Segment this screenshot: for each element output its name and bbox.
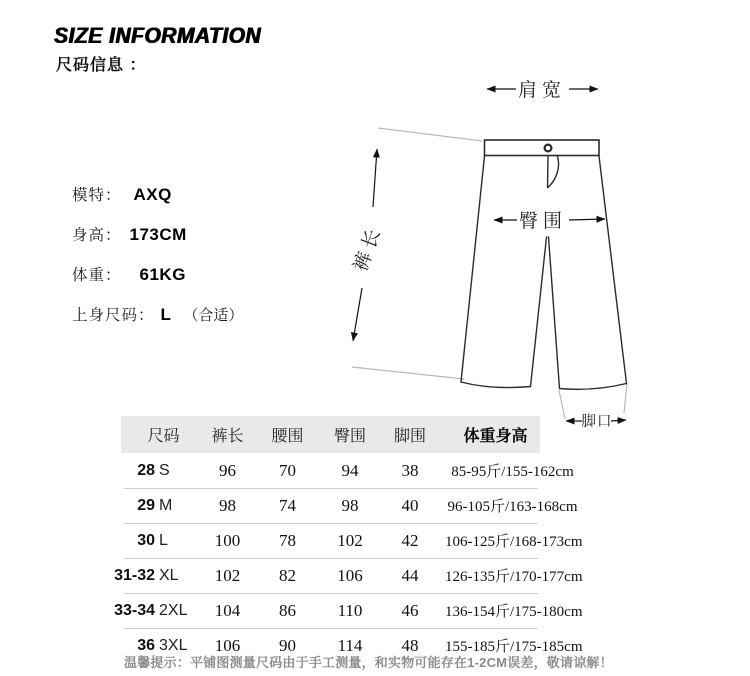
pants-outline: [461, 140, 627, 389]
info-row-height: [72, 223, 187, 243]
cell-size-letter: M: [159, 496, 173, 514]
length-arrow-down: [353, 288, 362, 341]
info-row-model: [72, 183, 172, 203]
cell-hip: 102: [337, 530, 363, 550]
cell-size-letter: 3XL: [159, 636, 188, 654]
cell-length: 104: [214, 600, 241, 620]
cell-hip: 114: [337, 635, 363, 655]
cell-length: 102: [214, 565, 241, 585]
cell-size-letter: S: [159, 461, 170, 479]
col-header-size: 尺码: [147, 428, 180, 445]
info-value: AXQ: [133, 185, 172, 204]
row-separator: [124, 523, 538, 524]
left-inner-seam: [531, 237, 547, 387]
cell-size-num: 36: [137, 636, 155, 654]
left-outer-seam: [461, 156, 485, 382]
col-header-hip: 臀围: [333, 428, 366, 445]
info-value: L: [160, 305, 172, 324]
right-hem: [560, 384, 627, 390]
cell-size-num: 33-34: [114, 601, 155, 619]
col-header-fit: 体重身高: [463, 428, 528, 445]
cell-leg: 40: [401, 495, 419, 515]
cell-size-num: 29: [137, 496, 155, 514]
right-inner-seam: [549, 237, 560, 389]
pants-measurement-diagram: [340, 70, 640, 440]
cell-fit: 155-185斤/175-185cm: [445, 639, 583, 655]
table-header-row: [100, 416, 580, 453]
button-icon: [545, 145, 552, 152]
cell-hip: 106: [337, 565, 363, 585]
page-title: SIZE INFORMATION: [54, 24, 262, 49]
cell-hip: 94: [341, 460, 359, 480]
disclaimer-note: 温馨提示：平铺图测量尺码由于手工测量，和实物可能存在1-2CM误差，敬请谅解！: [124, 655, 613, 670]
table-row: [100, 558, 583, 593]
info-label: 上身尺码：: [72, 307, 155, 324]
cell-fit: 126-135斤/170-177cm: [445, 569, 583, 585]
waistband: [485, 140, 600, 156]
hip-label: 臀围: [518, 211, 568, 232]
col-header-length: 裤长: [211, 428, 244, 445]
cell-waist: 82: [279, 565, 296, 585]
pant-length-label: 裤长: [350, 222, 387, 275]
cell-waist: 70: [279, 460, 296, 480]
cell-waist: 86: [279, 600, 296, 620]
cell-fit: 96-105斤/163-168cm: [447, 499, 578, 515]
cell-size-num: 30: [137, 531, 155, 549]
info-label: 体重：: [72, 267, 122, 284]
info-value: 173CM: [129, 225, 187, 244]
cell-hip: 98: [341, 495, 359, 515]
row-separator: [124, 593, 538, 594]
cell-leg: 48: [401, 635, 419, 655]
cell-leg: 46: [401, 600, 419, 620]
cell-size-num: 31-32: [114, 566, 155, 584]
cell-length: 98: [219, 495, 236, 515]
table-row: [100, 593, 583, 628]
left-hem: [461, 382, 531, 388]
table-row: [100, 523, 583, 558]
fly-curve: [548, 157, 559, 188]
right-outer-seam: [599, 156, 627, 384]
cell-leg: 38: [401, 460, 419, 480]
cell-waist: 78: [279, 530, 296, 550]
info-value: 61KG: [139, 265, 186, 284]
hip-arrow-right: [569, 219, 605, 220]
cell-size-num: 28: [137, 461, 155, 479]
row-separator: [124, 488, 538, 489]
cell-waist: 90: [279, 635, 296, 655]
cell-waist: 74: [279, 495, 296, 515]
row-separator: [124, 628, 538, 629]
row-separator: [124, 558, 538, 559]
cell-hip: 110: [337, 600, 363, 620]
cell-length: 96: [219, 460, 236, 480]
info-suffix: （合适）: [183, 308, 244, 324]
fly-line: [548, 156, 549, 188]
cell-size-letter: XL: [159, 566, 179, 584]
cell-fit: 85-95斤/155-162cm: [451, 464, 574, 480]
length-arrow-up: [373, 149, 377, 207]
col-header-leg: 脚围: [393, 428, 426, 445]
table-row: [100, 488, 580, 523]
cell-fit: 136-154斤/175-180cm: [445, 604, 583, 620]
info-row-top-size: [72, 303, 243, 323]
col-header-waist: 腰围: [271, 428, 304, 445]
leg-opening-label: 脚口: [581, 414, 613, 430]
info-row-weight: [72, 263, 186, 283]
leg-opening-arrow-right: [611, 420, 626, 421]
info-label: 身高：: [72, 227, 122, 244]
leader-lines: [352, 128, 627, 419]
cell-size-letter: L: [159, 531, 168, 549]
info-label: 模特：: [72, 187, 122, 204]
cell-length: 100: [214, 530, 241, 550]
page-subtitle: 尺码信息 ：: [56, 57, 147, 74]
cell-leg: 42: [401, 530, 419, 550]
cell-leg: 44: [401, 565, 419, 585]
table-row: [100, 453, 580, 488]
cell-fit: 106-125斤/168-173cm: [445, 534, 583, 550]
cell-length: 106: [214, 635, 241, 655]
cell-size-letter: 2XL: [159, 601, 188, 619]
shoulder-width-label: 肩宽: [517, 80, 567, 101]
